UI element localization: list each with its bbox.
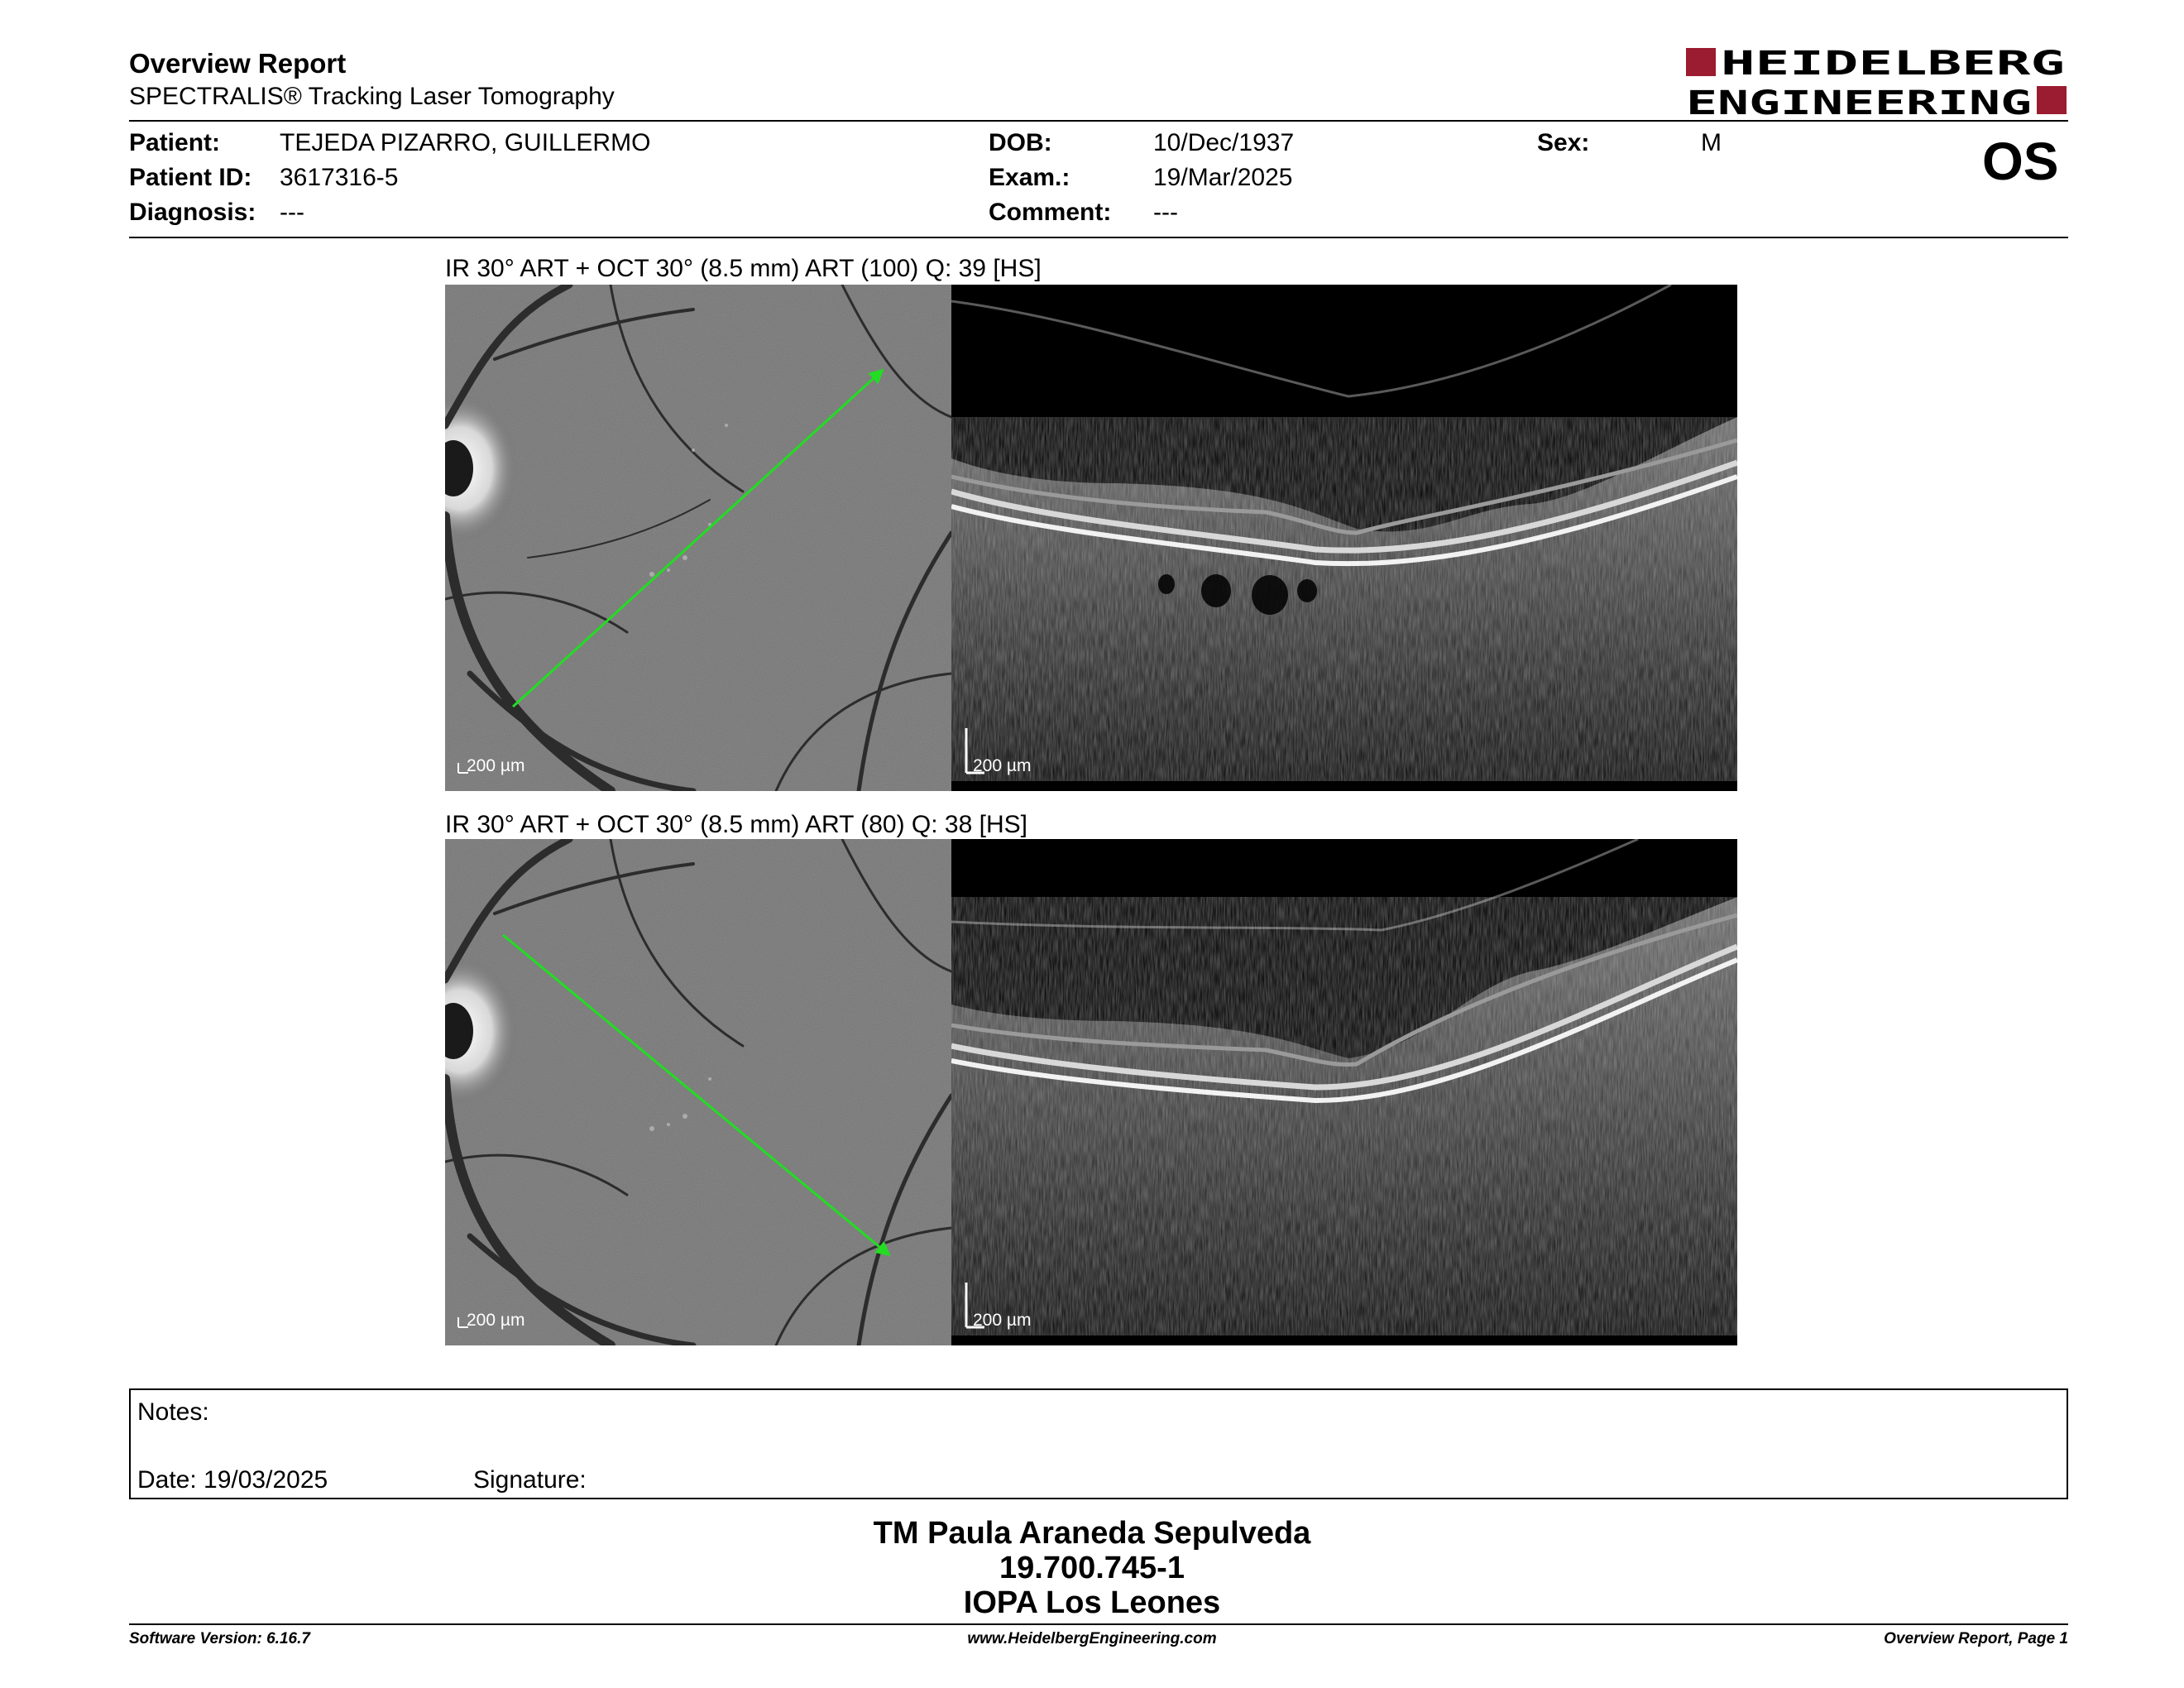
eye-indicator: OS [1982,132,2059,191]
signatory-institution: IOPA Los Leones [963,1585,1221,1620]
signatory-id: 19.700.745-1 [999,1551,1185,1585]
diagnosis-label: Diagnosis: [129,199,256,226]
signature-label: Signature: [473,1466,587,1494]
report-title: Overview Report [129,48,347,79]
scan-2-caption: IR 30° ART + OCT 30° (8.5 mm) ART (80) Q: 38 [HS] [445,811,1027,838]
footer-rule [129,1623,2068,1625]
scan-2-oct-image [951,839,1737,1345]
header-rule [129,120,2068,122]
scan-1-ir-image [445,285,951,791]
heidelberg-logo [1686,45,2067,117]
comment-value: --- [1153,199,1178,226]
scan-1-caption: IR 30° ART + OCT 30° (8.5 mm) ART (100) Q: 39 [HS] [445,255,1042,282]
svg-text:HEIDELBERG: HEIDELBERG [1721,45,2065,83]
notes-label: Notes: [137,1398,209,1426]
sex-value: M [1701,129,1722,156]
notes-box [129,1388,2068,1499]
patient-rule [129,237,2068,238]
svg-text:ENGINEERING: ENGINEERING [1686,84,2032,117]
comment-label: Comment: [989,199,1112,226]
signatory-name: TM Paula Araneda Sepulveda [873,1516,1311,1551]
scan-1-ir-scale: 200 µm [467,756,525,775]
patient-label: Patient: [129,129,221,156]
website-link[interactable]: www.HeidelbergEngineering.com [967,1630,1217,1647]
scan-2-ir-scale: 200 µm [467,1311,525,1330]
dob-value: 10/Dec/1937 [1153,129,1295,156]
report-subtitle: SPECTRALIS® Tracking Laser Tomography [129,83,615,110]
scan-1-oct-image [951,285,1737,791]
scan-1-oct-scale: 200 µm [973,756,1032,775]
page-indicator: Overview Report, Page 1 [1884,1630,2068,1647]
exam-value: 19/Mar/2025 [1153,164,1293,191]
sex-label: Sex: [1537,129,1590,156]
patient-name: TEJEDA PIZARRO, GUILLERMO [280,129,651,156]
date-label: Date: 19/03/2025 [137,1466,328,1494]
software-version: Software Version: 6.16.7 [129,1630,310,1647]
patient-id-label: Patient ID: [129,164,252,191]
diagnosis-value: --- [280,199,304,226]
scan-2-ir-image [445,839,951,1345]
dob-label: DOB: [989,129,1052,156]
patient-id: 3617316-5 [280,164,399,191]
exam-label: Exam.: [989,164,1070,191]
scan-2-oct-scale: 200 µm [973,1311,1032,1330]
